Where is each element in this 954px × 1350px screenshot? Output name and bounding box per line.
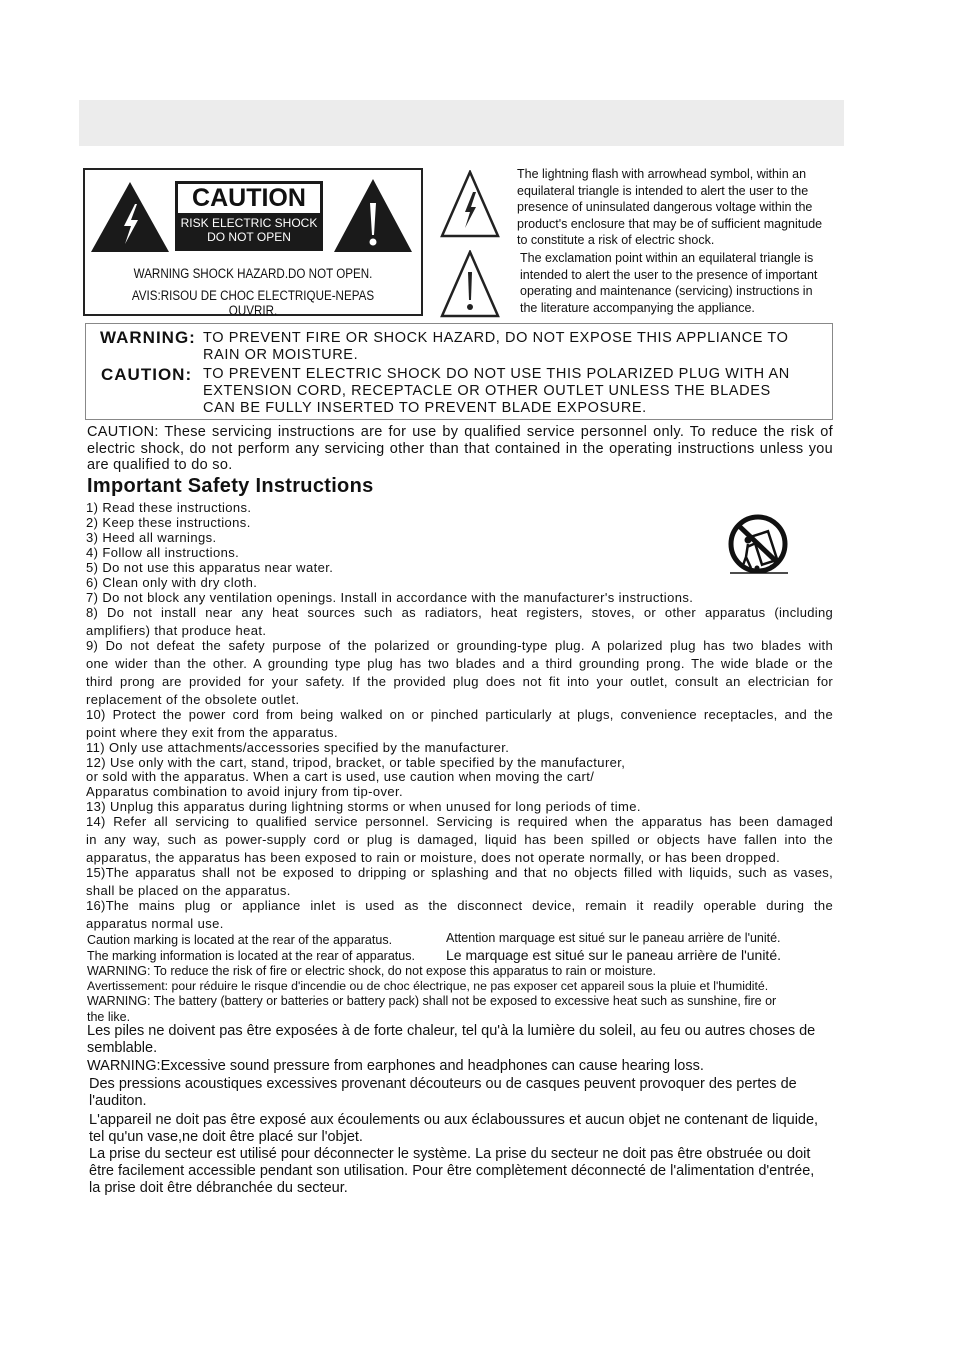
list-item: replacement of the obsolete outlet. — [86, 692, 300, 707]
marking-info-en: The marking information is located at the rear of apparatus. — [87, 949, 415, 963]
exclamation-outline-icon — [440, 250, 500, 318]
list-item: or sold with the apparatus. When a cart is used, use caution when moving the cart/ — [86, 769, 595, 784]
list-item: 13) Unplug this apparatus during lightning storms or when unused for long periods of time. — [86, 799, 641, 814]
list-item: 16)The mains plug or appliance inlet is used as the disconnect device, remain it readily operable during the — [86, 898, 833, 913]
drip-warning-fr: L'appareil ne doit pas être exposé aux écoulements ou aux éclaboussures et aucun objet ne contenant de liquide, tel qu'un vase,ne doit être placé sur l'objet. — [89, 1112, 819, 1145]
caution-label — [175, 181, 323, 251]
list-item: Apparatus combination to avoid injury from tip-over. — [86, 784, 404, 799]
list-item: third prong are provided for your safety. If the provided plug does not fit into your outlet, consult an electrician for — [86, 674, 833, 689]
sound-warning-en: WARNING:Excessive sound pressure from earphones and headphones can cause hearing loss. — [87, 1058, 704, 1074]
warning-text: TO PREVENT FIRE OR SHOCK HAZARD, DO NOT EXPOSE THIS APPLIANCE TO RAIN OR MOISTURE. — [203, 330, 789, 363]
caution-text: TO PREVENT ELECTRIC SHOCK DO NOT USE THIS POLARIZED PLUG WITH AN EXTENSION CORD, RECEPTACLE OR OTHER OUTLET UNLESS THE BLADES CAN BE FULLY INSERTED TO PREVENT BLADE EXPOSURE. — [203, 366, 790, 416]
caution-marking-en: Caution marking is located at the rear of the apparatus. — [87, 933, 393, 947]
list-item: 3) Heed all warnings. — [86, 530, 217, 545]
cart-tipover-icon — [724, 513, 792, 579]
list-item: one wider than the other. A grounding type plug has two blades and a third grounding prong. The wide blade or the — [86, 656, 833, 671]
lightning-outline-icon — [440, 170, 500, 238]
risk-electric-shock: RISK ELECTRIC SHOCK DO NOT OPEN — [180, 216, 318, 244]
marking-info-fr: Le marquage est situé sur le paneau arrière de l'unité. — [446, 947, 781, 963]
list-item: 6) Clean only with dry cloth. — [86, 575, 258, 590]
lightning-symbol-note: The lightning flash with arrowhead symbol, within an equilateral triangle is intended to alert the user to the presence of uninsulated dangerous voltage within the product's enclosure that may be of sufficient magnitude to constitute a risk of electric shock. — [517, 167, 823, 247]
list-item: 5) Do not use this apparatus near water. — [86, 560, 334, 575]
list-item: amplifiers) that produce heat. — [86, 623, 267, 638]
list-item: 12) Use only with the cart, stand, tripod, bracket, or table specified by the manufacturer, — [86, 755, 626, 770]
shock-hazard-warning: WARNING SHOCK HAZARD.DO NOT OPEN. — [133, 266, 373, 281]
list-item: point where they exit from the apparatus. — [86, 725, 338, 740]
caution-marking-fr: Attention marquage est situé sur le paneau arrière de l'unité. — [446, 931, 781, 945]
list-item: shall be placed on the apparatus. — [86, 883, 291, 898]
page-title: Important Safety Instructions — [87, 475, 374, 497]
caution-word: CAUTION — [178, 184, 320, 213]
battery-warning-en: WARNING: The battery (battery or batteries or battery pack) shall not be exposed to excessive heat such as sunshine, fire or the like. — [87, 994, 777, 1024]
warning-fire-en: WARNING: To reduce the risk of fire or electric shock, do not expose this apparatus to rain or moisture. — [87, 964, 656, 978]
plug-warning-fr: La prise du secteur est utilisé pour déconnecter le système. La prise du secteur ne doit pas être obstruée ou doit être facilement accessible pendant son utilisation. Pour être complètement déconnecté de l'alimentation d'entrée, la prise doit être débranchée du secteur. — [89, 1146, 815, 1196]
warning-label: WARNING: — [100, 328, 196, 347]
warning-fire-fr: Avertissement: pour réduire le risque d'incendie ou de choc électrique, ne pas exposer cet appareil sous la pluie et l'humidité. — [87, 979, 769, 993]
caution-label-box — [83, 168, 423, 316]
list-item: 10) Protect the power cord from being walked on or pinched particularly at plugs, convenience receptacles, and the — [86, 707, 833, 722]
header-bar — [79, 100, 844, 146]
list-item: 11) Only use attachments/accessories specified by the manufacturer. — [86, 740, 510, 755]
list-item: apparatus, the apparatus has been exposed to rain or moisture, does not operate normally, or has been dropped. — [86, 850, 781, 865]
list-item: 7) Do not block any ventilation openings. Install in accordance with the manufacturer's instructions. — [86, 590, 694, 605]
list-item: 1) Read these instructions. — [86, 500, 252, 515]
warning-box — [85, 323, 833, 420]
list-item: 9) Do not defeat the safety purpose of the polarized or grounding-type plug. A polarized plug has two blades with — [86, 638, 833, 653]
sound-warning-fr: Des pressions acoustiques excessives provenant découteurs ou de casques peuvent provoquer des pertes de l'auditon. — [89, 1076, 797, 1109]
list-item: 2) Keep these instructions. — [86, 515, 251, 530]
lightning-warning-icon — [91, 182, 169, 252]
exclamation-warning-icon — [334, 179, 412, 252]
list-item: 4) Follow all instructions. — [86, 545, 240, 560]
shock-hazard-avis: AVIS:RISOU DE CHOC ELECTRIQUE-NEPAS OUVRIR. — [131, 288, 375, 318]
list-item: 14) Refer all servicing to qualified service personnel. Servicing is required when the apparatus has been damaged — [86, 814, 833, 829]
list-item: 8) Do not install near any heat sources such as radiators, heat registers, stoves, or other apparatus (including — [86, 605, 833, 620]
battery-warning-fr: Les piles ne doivent pas être exposées à de forte chaleur, tel qu'à la lumière du soleil, au feu ou autres choses de semblable. — [87, 1023, 816, 1056]
list-item: in any way, such as power-supply cord or plug is damaged, liquid has been spilled or objects have fallen into the — [86, 832, 833, 847]
servicing-caution: CAUTION: These servicing instructions are for use by qualified service personnel only. To reduce the risk of electric shock, do not perform any servicing other than that contained in the operating instructions unless you are qualified to do so. — [87, 424, 833, 473]
list-item: 15)The apparatus shall not be exposed to dripping or splashing and that no objects filled with liquids, such as vases, — [86, 865, 833, 880]
list-item: apparatus normal use. — [86, 916, 224, 931]
exclamation-symbol-note: The exclamation point within an equilateral triangle is intended to alert the user to the presence of important operating and maintenance (servicing) instructions in the literature accompanying the appliance. — [520, 251, 818, 315]
caution-label-text: CAUTION: — [101, 365, 193, 384]
